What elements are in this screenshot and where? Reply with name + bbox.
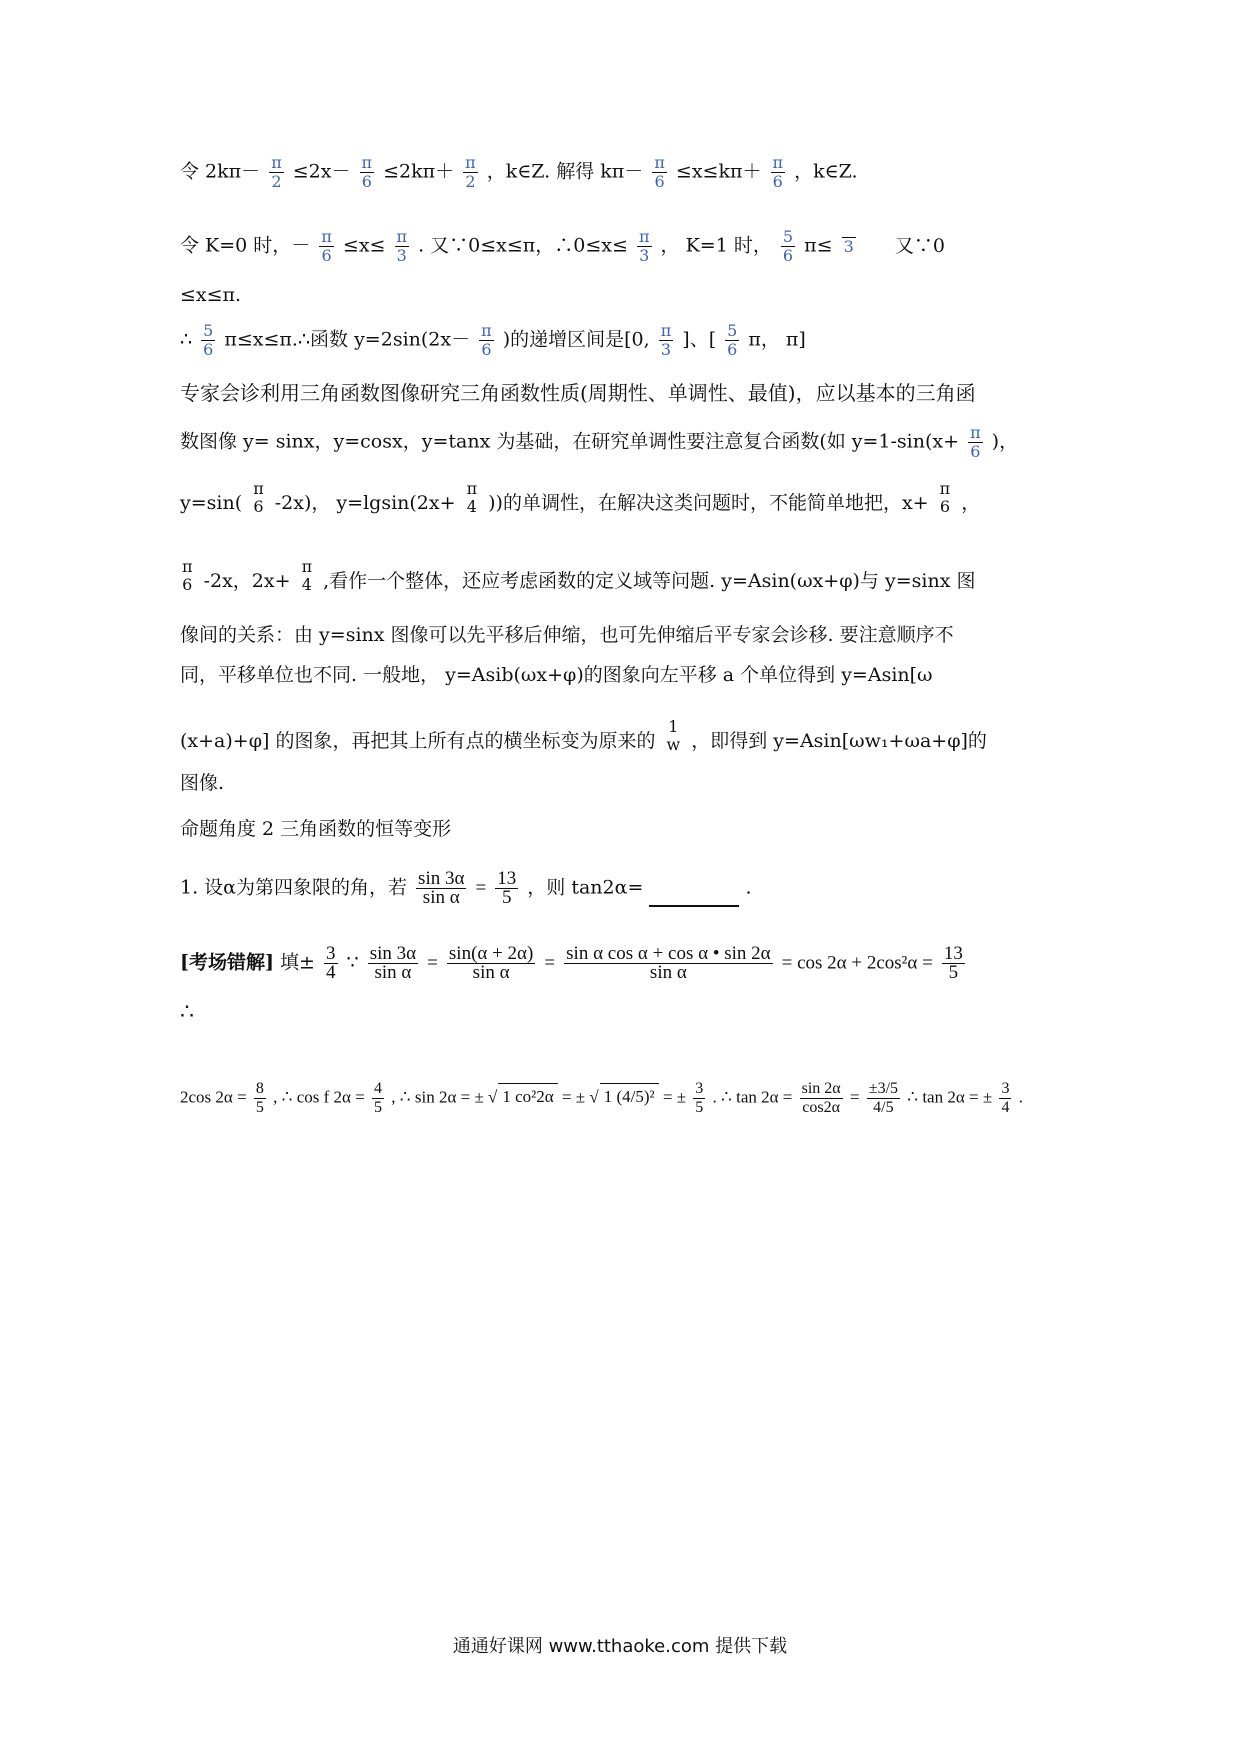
- fraction: $\frac{\pi}{3}$: [638, 227, 650, 265]
- page-footer: 通通好课网 www.tthaoke.com 提供下载: [452, 1636, 788, 1657]
- text: 填±: [280, 951, 315, 974]
- fraction: $\frac{\pi}{6}$: [321, 227, 332, 265]
- text: = cos 2α + 2cos²α =: [781, 952, 933, 974]
- fraction: $\frac{\pi}{6}$: [481, 321, 492, 359]
- text: ，k∈Z. 解得 kπ－: [486, 160, 644, 183]
- text: .: [1018, 1087, 1023, 1107]
- text: ≤x≤: [342, 234, 386, 257]
- text: (x+a)+φ] 的图象，再把其上所有点的横坐标变为原来的: [180, 730, 656, 752]
- fraction: $\frac{5}{6}$: [203, 321, 214, 359]
- question-1: [180, 870, 752, 907]
- text: . 又∵0≤x≤π，∴0≤x≤: [418, 234, 628, 257]
- expert-paragraph-line-3: [180, 480, 980, 516]
- text: ∵: [346, 951, 359, 974]
- expert-paragraph-line-8: 图像.: [180, 772, 225, 794]
- fraction: $\frac{\text{sin α cos α + cos α • sin 2α}}{\text{sin α}}$: [566, 943, 771, 983]
- text: = ±: [662, 1087, 687, 1107]
- exam-error-solution: [180, 945, 968, 982]
- fraction: $\frac{\pi}{3}$: [660, 321, 672, 359]
- fraction: $\frac{8}{5}$: [255, 1080, 264, 1116]
- text: 2cos 2α =: [180, 1087, 247, 1107]
- fraction: $\frac{4}{5}$: [374, 1080, 383, 1116]
- sqrt-icon: √: [589, 1087, 599, 1107]
- text: ]、[: [682, 328, 717, 351]
- fraction: $\frac{\pi}{6}$: [361, 153, 373, 191]
- text: π≤: [804, 234, 833, 257]
- answer-blank: [649, 885, 739, 907]
- sqrt-icon: √: [488, 1087, 498, 1107]
- text: ≤2x－: [292, 160, 351, 183]
- fraction: $\frac{\pi}{6}$: [772, 153, 784, 191]
- fraction: $\frac{\sin 3\alpha}{\text{sin α}}$: [369, 943, 417, 983]
- text: y=sin(: [180, 492, 243, 514]
- expert-paragraph-line-4: [180, 558, 975, 594]
- solution-line-3: ≤x≤π.: [180, 284, 242, 306]
- solution-line-1: [180, 154, 858, 191]
- expert-paragraph-line-2: [180, 424, 1018, 461]
- sqrt-expression: 1 co²2α: [498, 1083, 557, 1110]
- fraction: π 6: [182, 557, 193, 594]
- fraction: $\frac{3}{4}$: [1001, 1080, 1010, 1116]
- text: ，k∈Z.: [794, 160, 858, 183]
- text: 又∵0: [894, 234, 945, 257]
- text: 令 K=0 时，－: [180, 234, 311, 257]
- fraction: π 4: [466, 479, 478, 516]
- fraction: $\frac{\pm 3/5}{4/5}$: [868, 1080, 899, 1116]
- fraction: $\frac{\pi}{2}$: [465, 153, 476, 191]
- text: ， K=1 时，: [660, 234, 772, 257]
- fraction: $\frac{\sin(\alpha + 2\alpha)}{\text{sin α}}$: [448, 943, 534, 983]
- text: ≤x≤kπ＋: [675, 160, 762, 183]
- text: =: [475, 877, 487, 899]
- text: -2x)， y=lgsin(2x+: [274, 492, 456, 514]
- expert-paragraph-line-1: 专家会诊利用三角函数图像研究三角函数性质(周期性、单调性、最值)，应以基本的三角函: [180, 381, 976, 405]
- text: . ∴ tan 2α =: [712, 1087, 793, 1107]
- fraction: $\frac{5}{6}$: [727, 321, 738, 359]
- text: ，则 tan2α=: [527, 876, 644, 899]
- sqrt-expression: 1 (4/5)²: [600, 1083, 659, 1110]
- text: =: [427, 952, 438, 974]
- derivation-line: [180, 1080, 1023, 1117]
- text: ,看作一个整体，还应考虑函数的定义域等问题. y=Asin(ωx+φ)与 y=sinx 图: [323, 570, 976, 592]
- text: ∴ tan 2α = ±: [907, 1087, 993, 1107]
- solution-line-2: [180, 228, 945, 265]
- text: =: [849, 1087, 860, 1107]
- solution-label: [考场错解]: [180, 951, 274, 974]
- text: 令 2kπ－: [180, 160, 261, 183]
- therefore-symbol: ∴: [180, 1000, 194, 1025]
- text: ，: [961, 492, 981, 514]
- fraction: $\frac{\pi}{2}$: [271, 153, 282, 191]
- fraction: $\frac{\sin 3\alpha}{\text{sin α}}$: [418, 868, 465, 908]
- fraction: π 6: [253, 479, 264, 516]
- fraction: $\frac{5}{6}$: [782, 227, 794, 265]
- fraction: 3: [843, 237, 854, 256]
- fraction: $\frac{3}{4}$: [326, 943, 336, 983]
- text: , ∴ cos f 2α =: [273, 1087, 365, 1107]
- text: -2x，2x+: [203, 570, 291, 592]
- text: ≤2kπ＋: [383, 160, 455, 183]
- fraction: $\frac{3}{5}$: [695, 1080, 704, 1116]
- fraction: $\frac{13}{5}$: [497, 868, 517, 908]
- expert-paragraph-line-5: 像间的关系：由 y=sinx 图像可以先平移后伸缩，也可先伸缩后平专家会诊移. 要注意顺序不: [180, 624, 954, 646]
- text: , ∴ sin 2α = ±: [391, 1087, 484, 1107]
- fraction: π 4: [301, 557, 313, 594]
- fraction: $\frac{\pi}{3}$: [396, 227, 408, 265]
- text: )，: [991, 430, 1019, 453]
- fraction: $\frac{\sin 2\alpha}{\cos 2\alpha}$: [801, 1080, 841, 1116]
- fraction: $\frac{\pi}{6}$: [970, 423, 981, 461]
- text: .: [745, 876, 752, 899]
- expert-paragraph-line-7: [180, 718, 987, 754]
- fraction: $\frac{13}{5}$: [943, 943, 963, 983]
- fraction: $\frac{\pi}{6}$: [654, 153, 665, 191]
- fraction: 1 w: [666, 717, 681, 754]
- text: ))的单调性，在解决这类问题时，不能简单地把，x+: [488, 492, 929, 514]
- text: ，即得到 y=Asin[ωw₁+ωa+φ]的: [691, 730, 987, 752]
- text: ∴: [180, 328, 193, 351]
- text: 1. 设α为第四象限的角，若: [180, 876, 407, 899]
- expert-paragraph-line-6: 同，平移单位也不同. 一般地， y=Asib(ωx+φ)的图象向左平移 a 个单位得到 y=Asin[ω: [180, 664, 933, 686]
- text: π， π]: [748, 328, 806, 351]
- fraction: π 6: [939, 479, 951, 516]
- text: π≤x≤π.∴函数 y=2sin(2x－: [224, 328, 471, 351]
- text: 数图像 y= sinx，y=cosx，y=tanx 为基础，在研究单调性要注意复合函数(如 y=1-sin(x+: [180, 430, 960, 453]
- text: = ±: [561, 1087, 586, 1107]
- section-heading: 命题角度 2 三角函数的恒等变形: [180, 818, 452, 840]
- solution-line-4: [180, 322, 806, 359]
- text: )的递增区间是[0,: [502, 328, 650, 351]
- text: =: [544, 952, 556, 974]
